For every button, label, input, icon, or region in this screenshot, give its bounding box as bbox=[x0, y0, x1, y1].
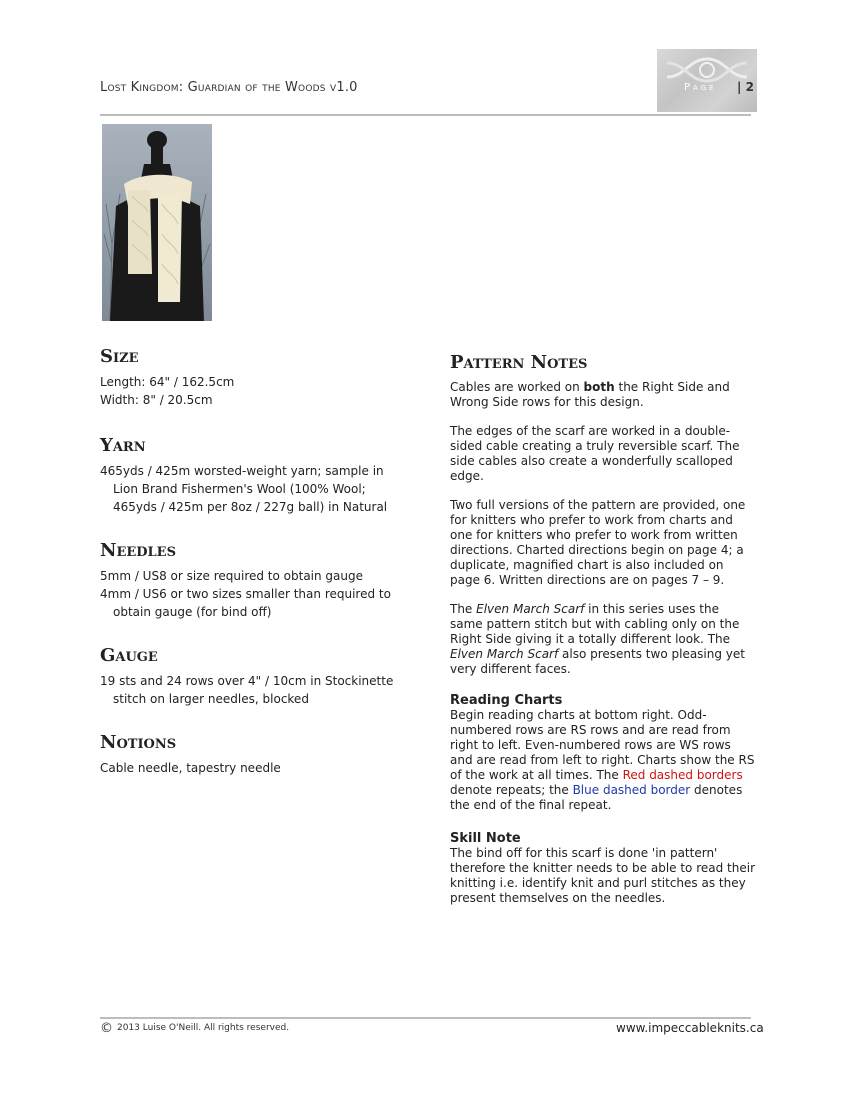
size-section bbox=[100, 373, 410, 409]
reading-charts-heading: Reading Charts bbox=[450, 693, 563, 708]
copyright-icon: © bbox=[100, 1021, 113, 1036]
notes-paragraph-4 bbox=[450, 602, 755, 677]
blue-border-note: Blue dashed border bbox=[572, 783, 691, 797]
notes-paragraph-2: The edges of the scarf are worked in a double-sided cable creating a truly reversible scarf. The side cables also create a wonderfully scalloped edge. bbox=[450, 424, 740, 483]
length-line: Length: 64" / 162.5cm bbox=[100, 375, 235, 389]
skill-note-text: The bind off for this scarf is done 'in pattern' therefore the knitter needs to be able to read their knitting i.e. identify knit and purl stitches as they present themselves on the needles. bbox=[450, 846, 756, 905]
notes-text: The bbox=[450, 602, 477, 616]
yarn-text: 465yds / 425m worsted-weight yarn; sample in Lion Brand Fishermen's Wool (100% Wool; 465yds / 425m per 8oz / 227g ball) in Natural bbox=[100, 464, 388, 514]
copyright-notice bbox=[100, 1021, 289, 1036]
copyright-text: 2013 Luise O'Neill. All rights reserved. bbox=[117, 1023, 290, 1033]
notes-text: Begin reading charts at bottom right. Odd-numbered rows are RS rows and are read from right to left. Even-numbered rows are WS rows and are read from left to right. Charts show the RS of the work at all times. The bbox=[450, 708, 755, 782]
red-border-note: Red dashed borders bbox=[622, 768, 743, 782]
yarn-heading: Yarn bbox=[100, 435, 146, 456]
website-link[interactable]: www.impeccableknits.ca bbox=[616, 1021, 764, 1035]
gauge-text: 19 sts and 24 rows over 4" / 10cm in Stockinette stitch on larger needles, blocked bbox=[100, 674, 394, 706]
right-column bbox=[450, 352, 755, 906]
pattern-notes-heading: Pattern Notes bbox=[450, 352, 588, 373]
skill-note-heading: Skill Note bbox=[450, 831, 521, 846]
notes-text: the Right Side and Wrong Side rows for this design. bbox=[450, 380, 730, 409]
page-number-box bbox=[657, 49, 757, 112]
header-rule bbox=[100, 114, 751, 116]
scarf-name-italic: Elven March Scarf bbox=[450, 647, 559, 661]
notions-heading: Notions bbox=[100, 732, 177, 753]
notes-text: also presents two pleasing yet very different faces. bbox=[450, 647, 745, 676]
page-label: Page bbox=[684, 82, 717, 93]
notes-paragraph-3: Two full versions of the pattern are provided, one for knitters who prefer to work from charts and one for knitters who prefer to work from written directions. Charted directions begin on page 4; a duplicate, magnified chart is also included on page 6. Written directions are on pages 7 – 9. bbox=[450, 498, 746, 587]
scarf-name-italic: Elven March Scarf bbox=[476, 602, 585, 616]
notes-text: Cables are worked on bbox=[450, 380, 584, 394]
notes-text: in this series uses the same pattern stitch but with cabling only on the Right Side giving it a totally different look. The bbox=[450, 602, 740, 646]
emphasis-both: both bbox=[583, 380, 615, 394]
footer-rule bbox=[100, 1017, 751, 1019]
notes-text: denotes the end of the final repeat. bbox=[450, 783, 743, 812]
needles-section bbox=[100, 567, 410, 621]
notions-text: Cable needle, tapestry needle bbox=[100, 761, 281, 775]
gauge-heading: Gauge bbox=[100, 645, 158, 666]
notes-paragraph-1 bbox=[450, 380, 755, 410]
notes-text: denote repeats; the bbox=[450, 783, 573, 797]
needle-line: 5mm / US8 or size required to obtain gauge bbox=[100, 569, 364, 583]
reading-charts-text bbox=[450, 708, 755, 813]
page-number: | 2 bbox=[737, 80, 754, 94]
size-heading: Size bbox=[100, 346, 139, 367]
scarf-photo bbox=[102, 124, 212, 321]
width-line: Width: 8" / 20.5cm bbox=[100, 393, 213, 407]
document-title: Lost Kingdom: Guardian of the Woods v1.0 bbox=[100, 80, 358, 95]
needles-heading: Needles bbox=[100, 540, 176, 561]
needle-line: 4mm / US6 or two sizes smaller than required to obtain gauge (for bind off) bbox=[100, 587, 391, 619]
scarf-photo-illustration bbox=[102, 124, 212, 321]
left-column bbox=[100, 346, 410, 777]
page-number-value: 2 bbox=[745, 80, 754, 94]
